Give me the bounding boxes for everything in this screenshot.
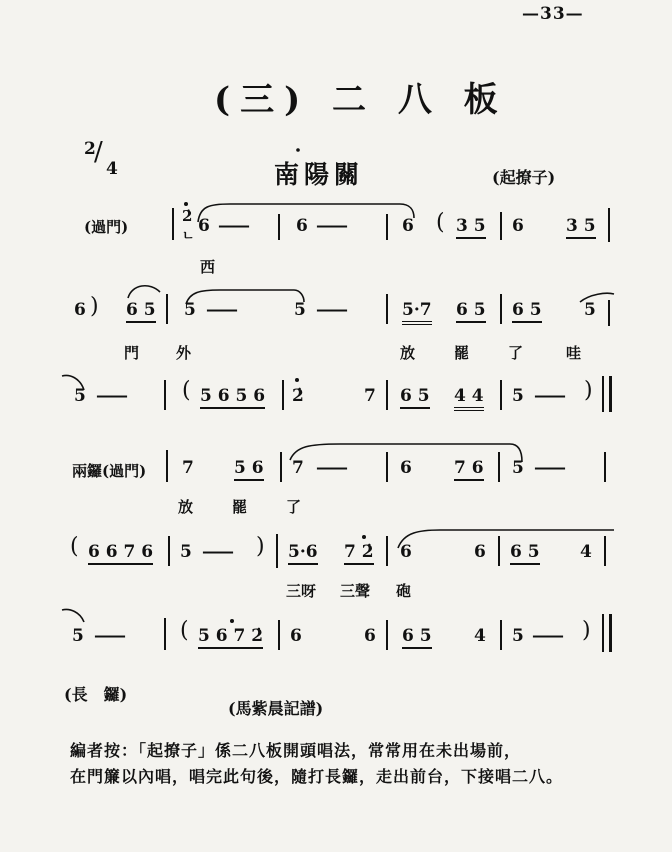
paren-open: ( bbox=[180, 618, 189, 643]
note: 6 bbox=[296, 216, 308, 236]
time-signature-bottom: 4 bbox=[106, 159, 118, 179]
lyric: 三聲 bbox=[340, 582, 371, 600]
time-signature-slash: / bbox=[94, 137, 103, 167]
octave-dot bbox=[230, 619, 234, 623]
paren-close: ) bbox=[582, 618, 591, 643]
paren-close: ) bbox=[90, 294, 99, 319]
note: 6 bbox=[512, 216, 524, 236]
note: 7 bbox=[364, 386, 376, 406]
lyric: 哇 bbox=[566, 344, 582, 362]
note-dash: —— bbox=[94, 626, 124, 646]
page-number: —33— bbox=[522, 4, 584, 24]
note: 5 bbox=[512, 386, 524, 406]
note: 5 bbox=[584, 300, 596, 320]
note: 6 bbox=[402, 216, 414, 236]
slur bbox=[580, 293, 614, 302]
lyric: 罷 bbox=[454, 344, 470, 362]
note: 7 bbox=[182, 458, 194, 478]
note: 4 bbox=[580, 542, 592, 562]
note-group: 6 5 bbox=[456, 300, 486, 323]
ink-dot bbox=[296, 148, 300, 152]
credit: (馬紫晨記譜) bbox=[228, 699, 324, 718]
lyric: 放 bbox=[178, 498, 194, 516]
note-mark: ㄴ bbox=[182, 229, 195, 244]
note-group: 6 5 bbox=[126, 300, 156, 323]
note-dash: —— bbox=[534, 458, 564, 478]
octave-dot bbox=[184, 202, 188, 206]
lyric: 門 bbox=[124, 344, 140, 362]
ending-label: (長 鑼) bbox=[64, 685, 128, 704]
piece-title: 南陽關 bbox=[274, 160, 365, 189]
note-dash: —— bbox=[206, 300, 236, 320]
note-group: 6 5 bbox=[402, 626, 432, 649]
piece-label: (起撩子) bbox=[492, 168, 556, 187]
note-group: 4 4 bbox=[454, 386, 484, 411]
note: 4 bbox=[474, 626, 486, 646]
slur bbox=[186, 290, 304, 304]
lyric: 了 bbox=[508, 344, 524, 362]
note-group: 5 6 bbox=[234, 458, 264, 481]
paren-open: ( bbox=[436, 210, 445, 235]
slur bbox=[128, 286, 160, 298]
note: 2̇ bbox=[292, 386, 304, 406]
note-mark: 2̇ bbox=[182, 207, 193, 225]
note-group: 3 5 bbox=[456, 216, 486, 239]
lyric: 西 bbox=[200, 258, 216, 276]
note: 5 bbox=[184, 300, 196, 320]
note-dash: —— bbox=[532, 626, 562, 646]
note-dash: —— bbox=[534, 386, 564, 406]
row-label: 兩鑼(過門) bbox=[72, 462, 147, 480]
note-group: 6 5 bbox=[512, 300, 542, 323]
slur bbox=[290, 444, 522, 462]
note: 7 bbox=[292, 458, 304, 478]
paren-close: ) bbox=[584, 378, 593, 403]
note-group: 5·7 bbox=[402, 300, 432, 325]
note-dash: —— bbox=[316, 216, 346, 236]
comment-line: 在門簾以內唱，唱完此句後，隨打長鑼，走出前台，下接唱二八。 bbox=[70, 767, 564, 786]
note: 6 bbox=[198, 216, 210, 236]
note-dash: —— bbox=[96, 386, 126, 406]
comment-line: 編者按：「起撩子」係二八板開頭唱法，常常用在未出場前， bbox=[70, 741, 522, 760]
lyric: 外 bbox=[176, 344, 192, 362]
row-label: (過門) bbox=[84, 218, 129, 236]
note: 6 bbox=[400, 458, 412, 478]
lyric: 罷 bbox=[232, 498, 248, 516]
note-dash: —— bbox=[316, 300, 346, 320]
octave-dot bbox=[295, 378, 299, 382]
note: 6 bbox=[290, 626, 302, 646]
note: 6 bbox=[74, 300, 86, 320]
slur bbox=[62, 376, 84, 390]
lyric: 放 bbox=[400, 344, 416, 362]
note-group: 7 2̇ bbox=[344, 542, 374, 565]
slur bbox=[198, 204, 414, 222]
paren-open: ( bbox=[70, 534, 79, 559]
time-signature-top: 2 bbox=[84, 139, 96, 159]
lyric: 砲 bbox=[396, 582, 412, 600]
note-group: 5 6 7 2̇ bbox=[198, 626, 263, 649]
note-group: 3 5 bbox=[566, 216, 596, 239]
note: 5 bbox=[180, 542, 192, 562]
octave-dot bbox=[362, 535, 366, 539]
note: 5 bbox=[512, 626, 524, 646]
note: 6 bbox=[364, 626, 376, 646]
note-dash: —— bbox=[218, 216, 248, 236]
paren-close: ) bbox=[256, 534, 265, 559]
section-title: (三) 二 八 板 bbox=[214, 80, 508, 120]
note-group: 7 6 bbox=[454, 458, 484, 481]
slur bbox=[398, 530, 614, 548]
note-dash: —— bbox=[202, 542, 232, 562]
note: 6 bbox=[400, 542, 412, 562]
note-group: 6 5 bbox=[400, 386, 430, 409]
note: 6 bbox=[474, 542, 486, 562]
note: 5 bbox=[72, 626, 84, 646]
note-group: 6 5 bbox=[510, 542, 540, 565]
note: 5 bbox=[512, 458, 524, 478]
lyric: 了 bbox=[286, 498, 302, 516]
slur bbox=[62, 610, 84, 623]
note-group: 5·6 bbox=[288, 542, 318, 565]
note-dash: —— bbox=[316, 458, 346, 478]
paren-open: ( bbox=[182, 378, 191, 403]
note: 5 bbox=[74, 386, 86, 406]
note: 5 bbox=[294, 300, 306, 320]
lyric: 三呀 bbox=[286, 582, 317, 600]
note-group: 5 6 5 6 bbox=[200, 386, 265, 409]
note-group: 6 6 7 6 bbox=[88, 542, 153, 565]
